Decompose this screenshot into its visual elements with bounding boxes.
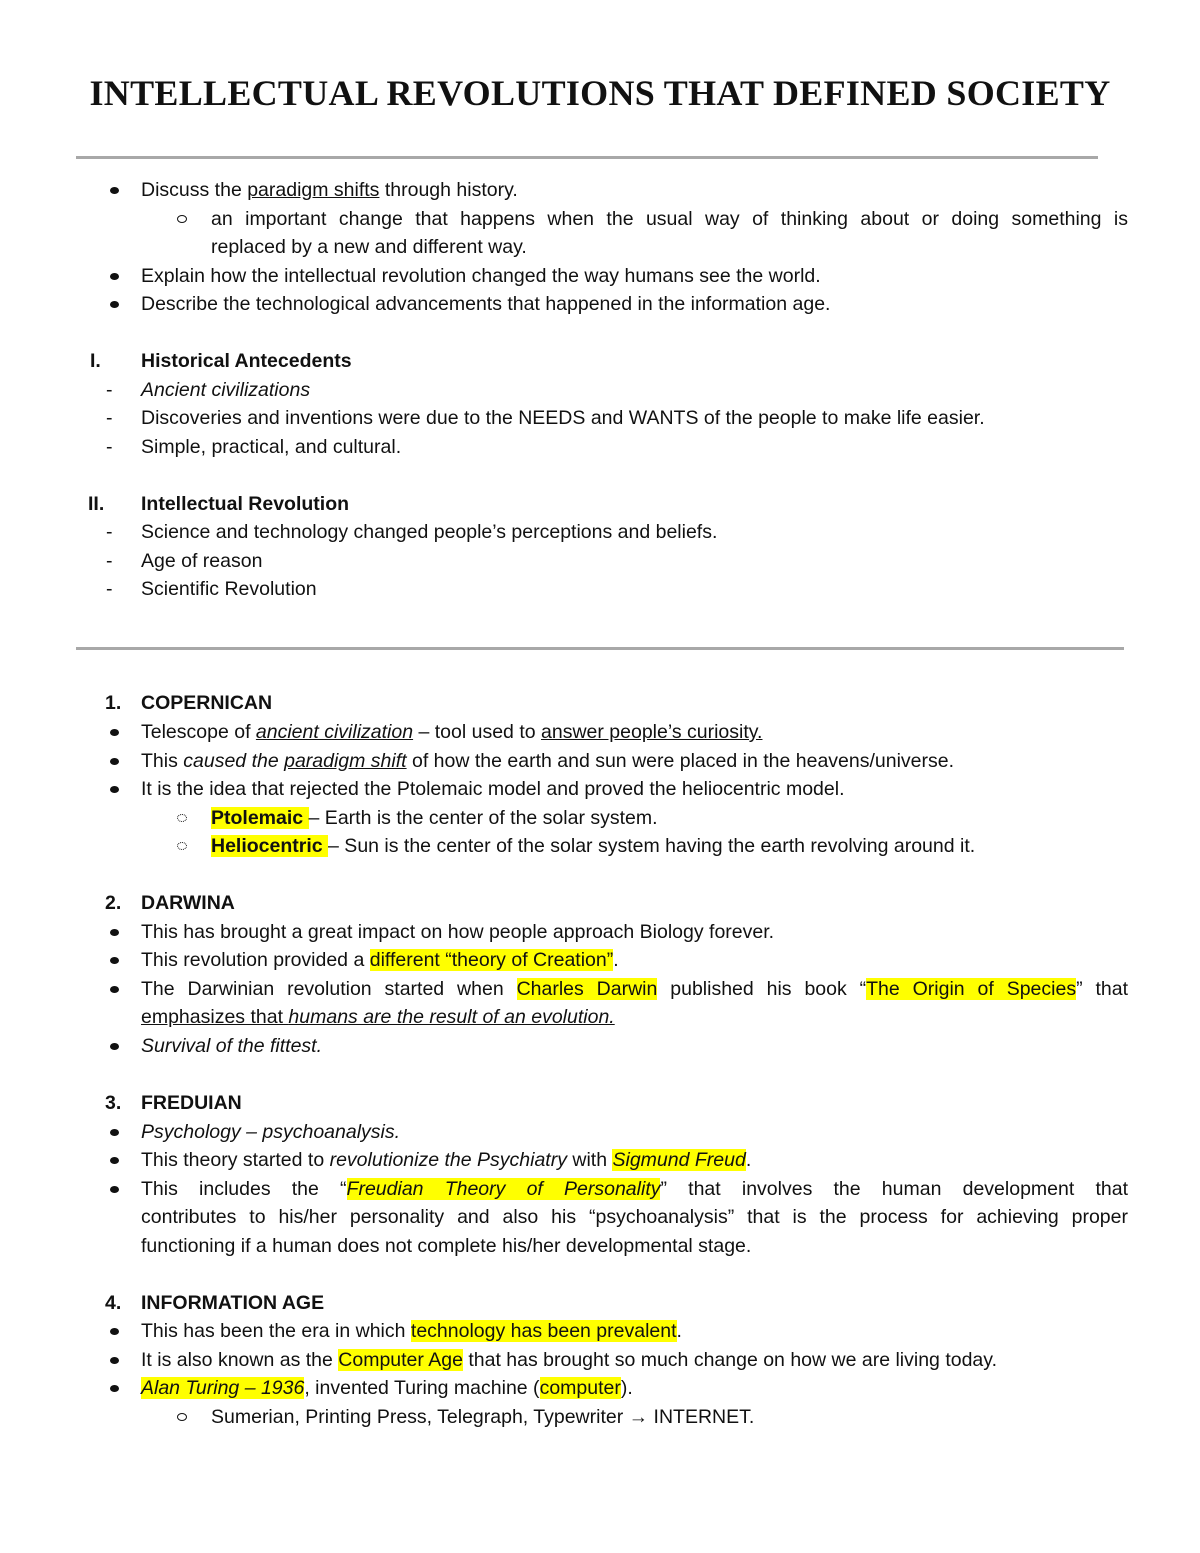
bullet-icon — [110, 301, 119, 308]
circle-bullet-icon — [177, 215, 187, 223]
bullet-icon — [110, 273, 119, 280]
bullet-icon — [110, 1385, 119, 1392]
bullet-icon — [110, 957, 119, 964]
bullet-icon — [110, 758, 119, 765]
bullet-icon — [110, 729, 119, 736]
bullet-icon — [110, 1357, 119, 1364]
circle-bullet-icon — [177, 814, 187, 822]
bullet-icon — [110, 1328, 119, 1335]
bullet-icon — [110, 1129, 119, 1136]
bullet-icon — [110, 786, 119, 793]
bullet-icon — [110, 187, 119, 194]
bullet-icon — [110, 1186, 119, 1193]
bullet-icon — [110, 1043, 119, 1050]
divider — [76, 647, 1124, 650]
bullet-icon — [110, 986, 119, 993]
bullet-icon — [110, 1157, 119, 1164]
circle-bullet-icon — [177, 842, 187, 850]
page-title: INTELLECTUAL REVOLUTIONS THAT DEFINED SOCIETY — [89, 73, 1111, 113]
divider — [76, 156, 1098, 159]
circle-bullet-icon — [177, 1413, 187, 1421]
bullet-icon — [110, 929, 119, 936]
